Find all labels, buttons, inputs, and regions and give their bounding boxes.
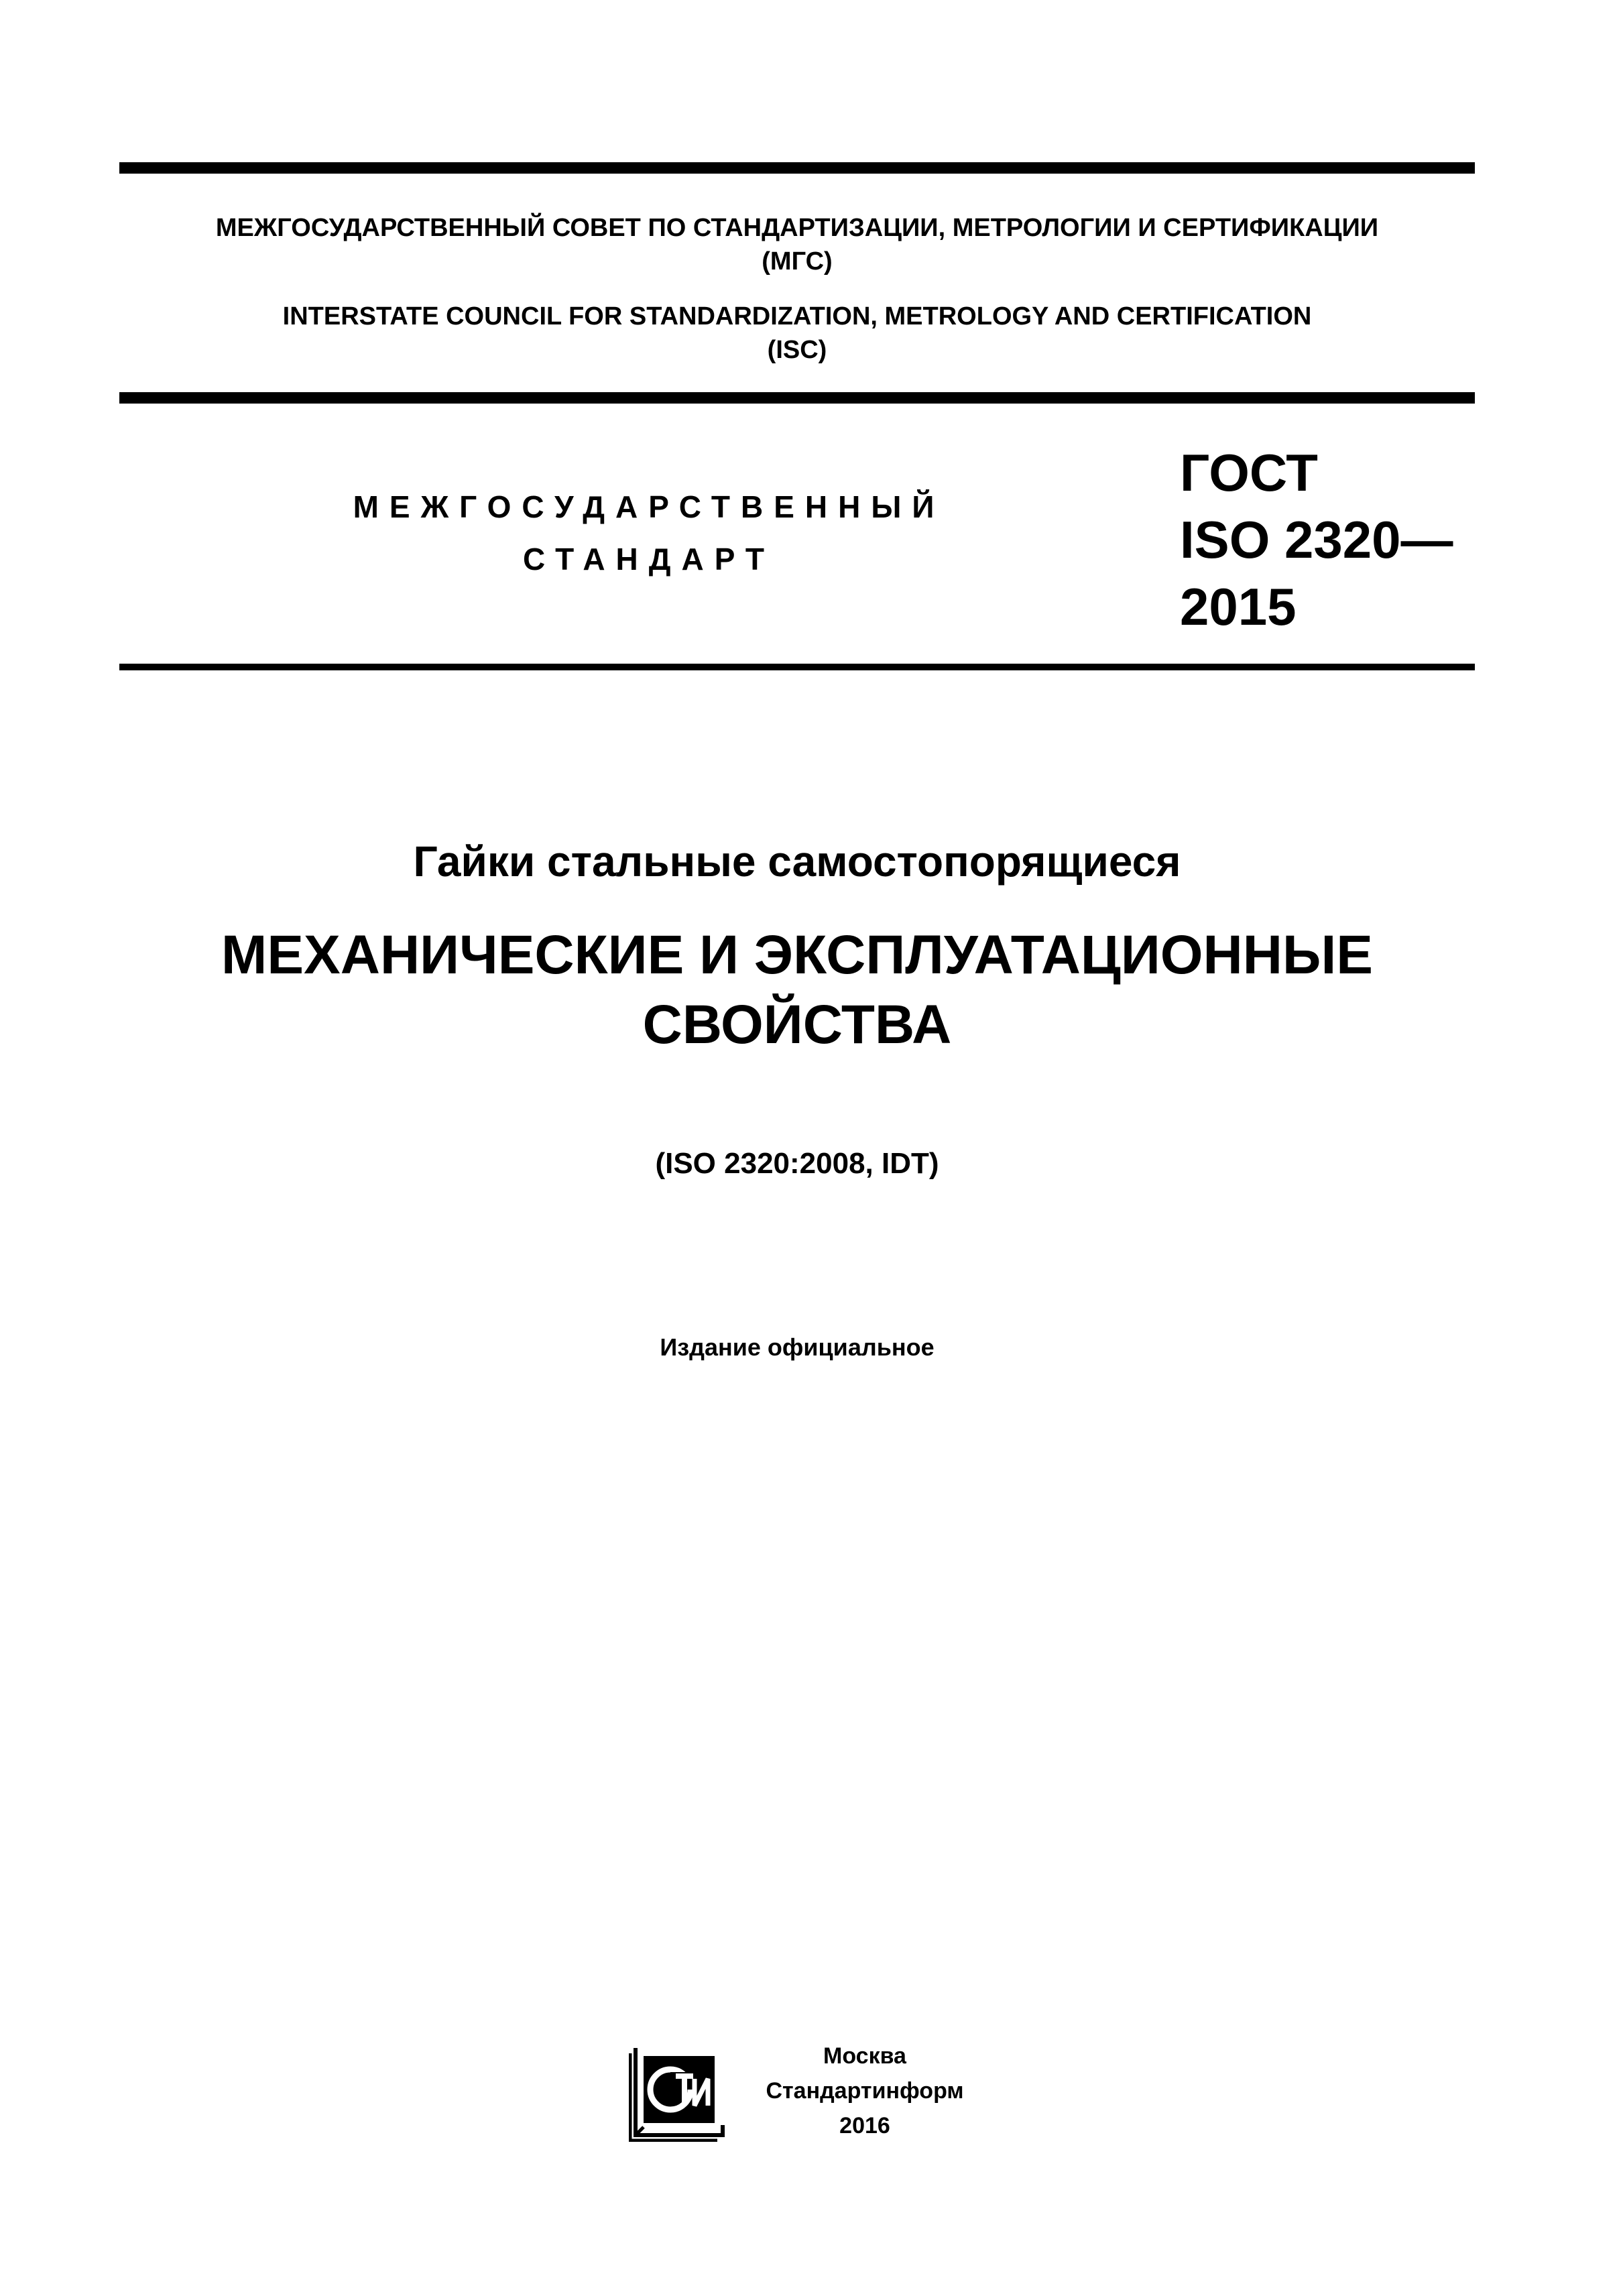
- document-title-line2: СВОЙСТВА: [642, 994, 952, 1055]
- document-subtitle: Гайки стальные самостопорящиеся: [413, 837, 1181, 886]
- council-en-abbr: (ISC): [767, 336, 827, 364]
- standard-code: [1180, 439, 1453, 640]
- publisher-year: 2016: [839, 2113, 890, 2138]
- standard-kind-line2: СТАНДАРТ: [523, 542, 775, 577]
- document-title: [119, 920, 1475, 1060]
- council-ru-name: МЕЖГОСУДАРСТВЕННЫЙ СОВЕТ ПО СТАНДАРТИЗАЦИИ, МЕТРОЛОГИИ И СЕРТИФИКАЦИИ: [215, 214, 1379, 242]
- standard-kind-line1: МЕЖГОСУДАРСТВЕННЫЙ: [353, 489, 945, 524]
- council-en-name: INTERSTATE COUNCIL FOR STANDARDIZATION, METROLOGY AND CERTIFICATION: [282, 302, 1312, 330]
- council-ru-abbr: (МГС): [762, 247, 833, 276]
- publisher-block: [731, 2041, 999, 2140]
- standard-code-line1: ГОСТ: [1180, 443, 1318, 502]
- edition-label: Издание официальное: [660, 1333, 935, 1361]
- standartinform-logo-icon: [629, 2041, 729, 2142]
- document-title-line1: МЕХАНИЧЕСКИЕ И ЭКСПЛУАТАЦИОННЫЕ: [221, 924, 1373, 985]
- iso-reference: (ISO 2320:2008, IDT): [655, 1147, 939, 1180]
- council-bottom-rule: [119, 392, 1475, 404]
- standard-code-line3: 2015: [1180, 577, 1297, 636]
- standard-kind: [320, 484, 977, 582]
- council-block: [119, 211, 1475, 367]
- standard-code-line2: ISO 2320—: [1180, 510, 1453, 569]
- top-rule: [119, 162, 1475, 174]
- publisher-city: Москва: [823, 2043, 906, 2069]
- header-bottom-rule: [119, 664, 1475, 670]
- publisher-name: Стандартинформ: [766, 2078, 964, 2104]
